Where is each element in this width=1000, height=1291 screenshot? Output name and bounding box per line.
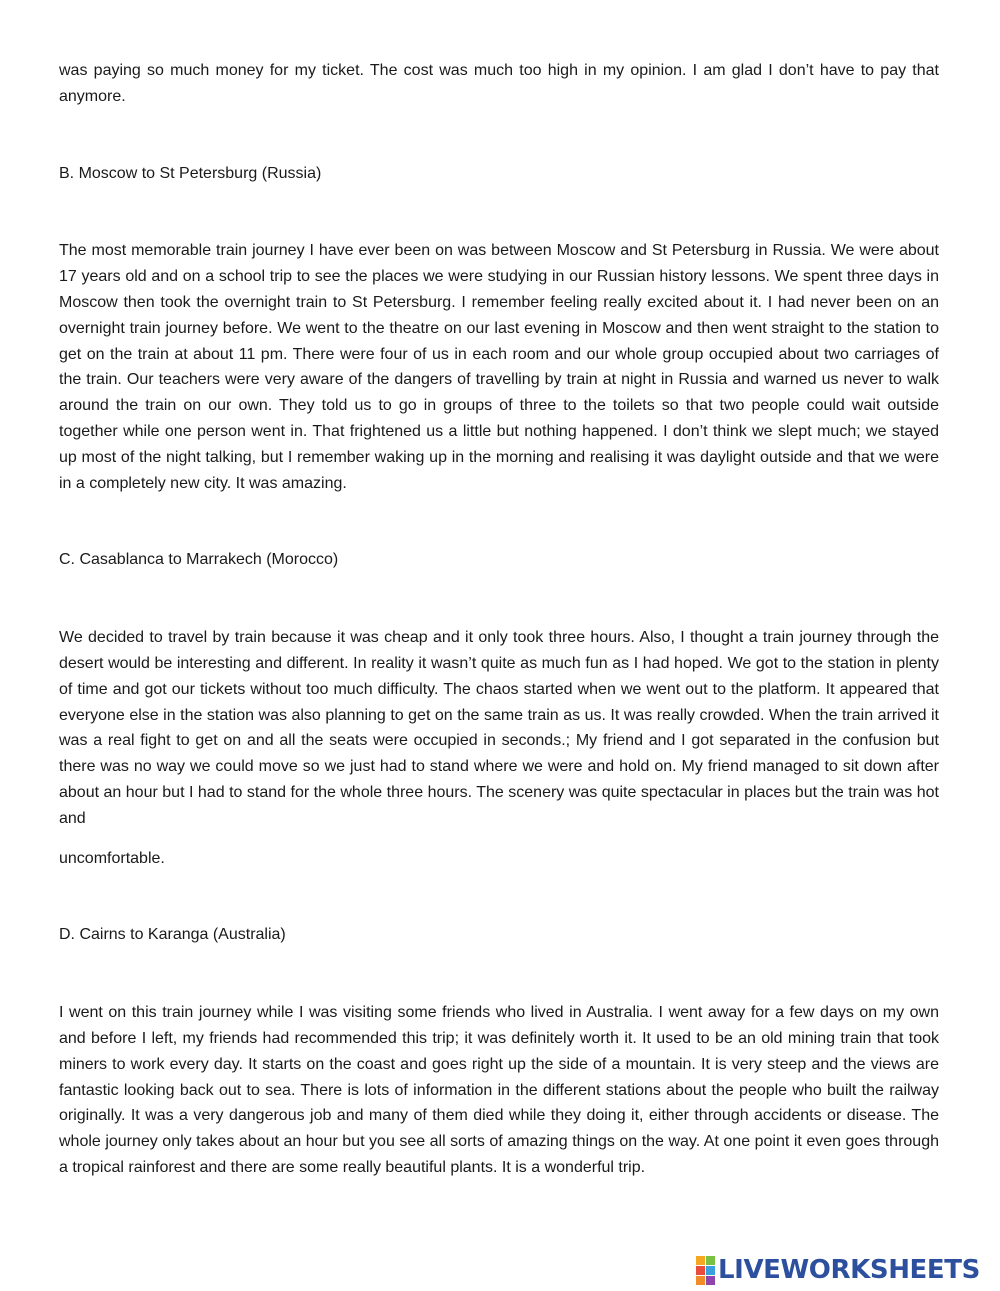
logo-text: LIVEWORKSHEETS (718, 1255, 980, 1285)
section-body-d: I went on this train journey while I was visiting some friends who lived in Australia. I went away for a few days on my own and before I left, my friends had recommended this trip; it was definitely worth it. It used to be an old mining train that took miners to work every day. It starts on the coast and goes right up the side of a mountain. It is very steep and the views are fantastic looking back out to sea. There is lots of information in the different stations about the people who built the railway originally. It was a very dangerous job and many of them died while they doing it, either through accidents or disease. The whole journey only takes about an hour but you see all sorts of amazing things on the way. At one point it even goes through a tropical rainforest and there are some really beautiful plants. It is a wonderful trip. (59, 1004, 939, 1176)
liveworksheets-logo-icon (696, 1256, 715, 1285)
document-page (59, 58, 939, 1181)
section-heading-d: D. Cairns to Karanga (Australia) (59, 926, 286, 944)
section-body-c-tail: uncomfortable. (59, 849, 165, 867)
section-heading-c: C. Casablanca to Marrakech (Morocco) (59, 551, 339, 569)
section-heading-b: B. Moscow to St Petersburg (Russia) (59, 164, 322, 182)
intro-paragraph: was paying so much money for my ticket. The cost was much too high in my opinion. I am glad I don’t have to pay that anymore. (59, 62, 939, 105)
section-body-c: We decided to travel by train because it was cheap and it only took three hours. Also, I thought a train journey through the desert would be interesting and different. In reality it wasn’t quite as much fun as I had hoped. We got to the station in plenty of time and got our tickets without too much difficulty. The chaos started when we went out to the platform. It appeared that everyone else in the station was also planning to get on the same train as us. It was really crowded. When the train arrived it was a real fight to get on and all the seats were occupied in seconds.; My friend and I got separated in the confusion but there was no way we could move so we just had to stand where we were and hold on. My friend managed to sit down after about an hour but I had to stand for the whole three hours. The scenery was quite spectacular in places but the train was hot and (59, 629, 939, 827)
liveworksheets-logo[interactable] (696, 1255, 980, 1285)
section-body-b: The most memorable train journey I have ever been on was between Moscow and St Petersburg in Russia. We were about 17 years old and on a school trip to see the places we were studying in our Russian history lessons. We spent three days in Moscow then took the overnight train to St Petersburg. I remember feeling really excited about it. I had never been on an overnight train journey before. We went to the theatre on our last evening in Moscow and then went straight to the station to get on the train at about 11 pm. There were four of us in each room and our whole group occupied about two carriages of the train. Our teachers were very aware of the dangers of travelling by train at night in Russia and warned us never to walk around the train on our own. They told us to go in groups of three to the toilets so that two people could wait outside together while one person went in. That frightened us a little but nothing happened. I don’t think we slept much; we stayed up most of the night talking, but I remember waking up in the morning and realising it was daylight outside and that we were in a completely new city. It was amazing. (59, 242, 939, 492)
